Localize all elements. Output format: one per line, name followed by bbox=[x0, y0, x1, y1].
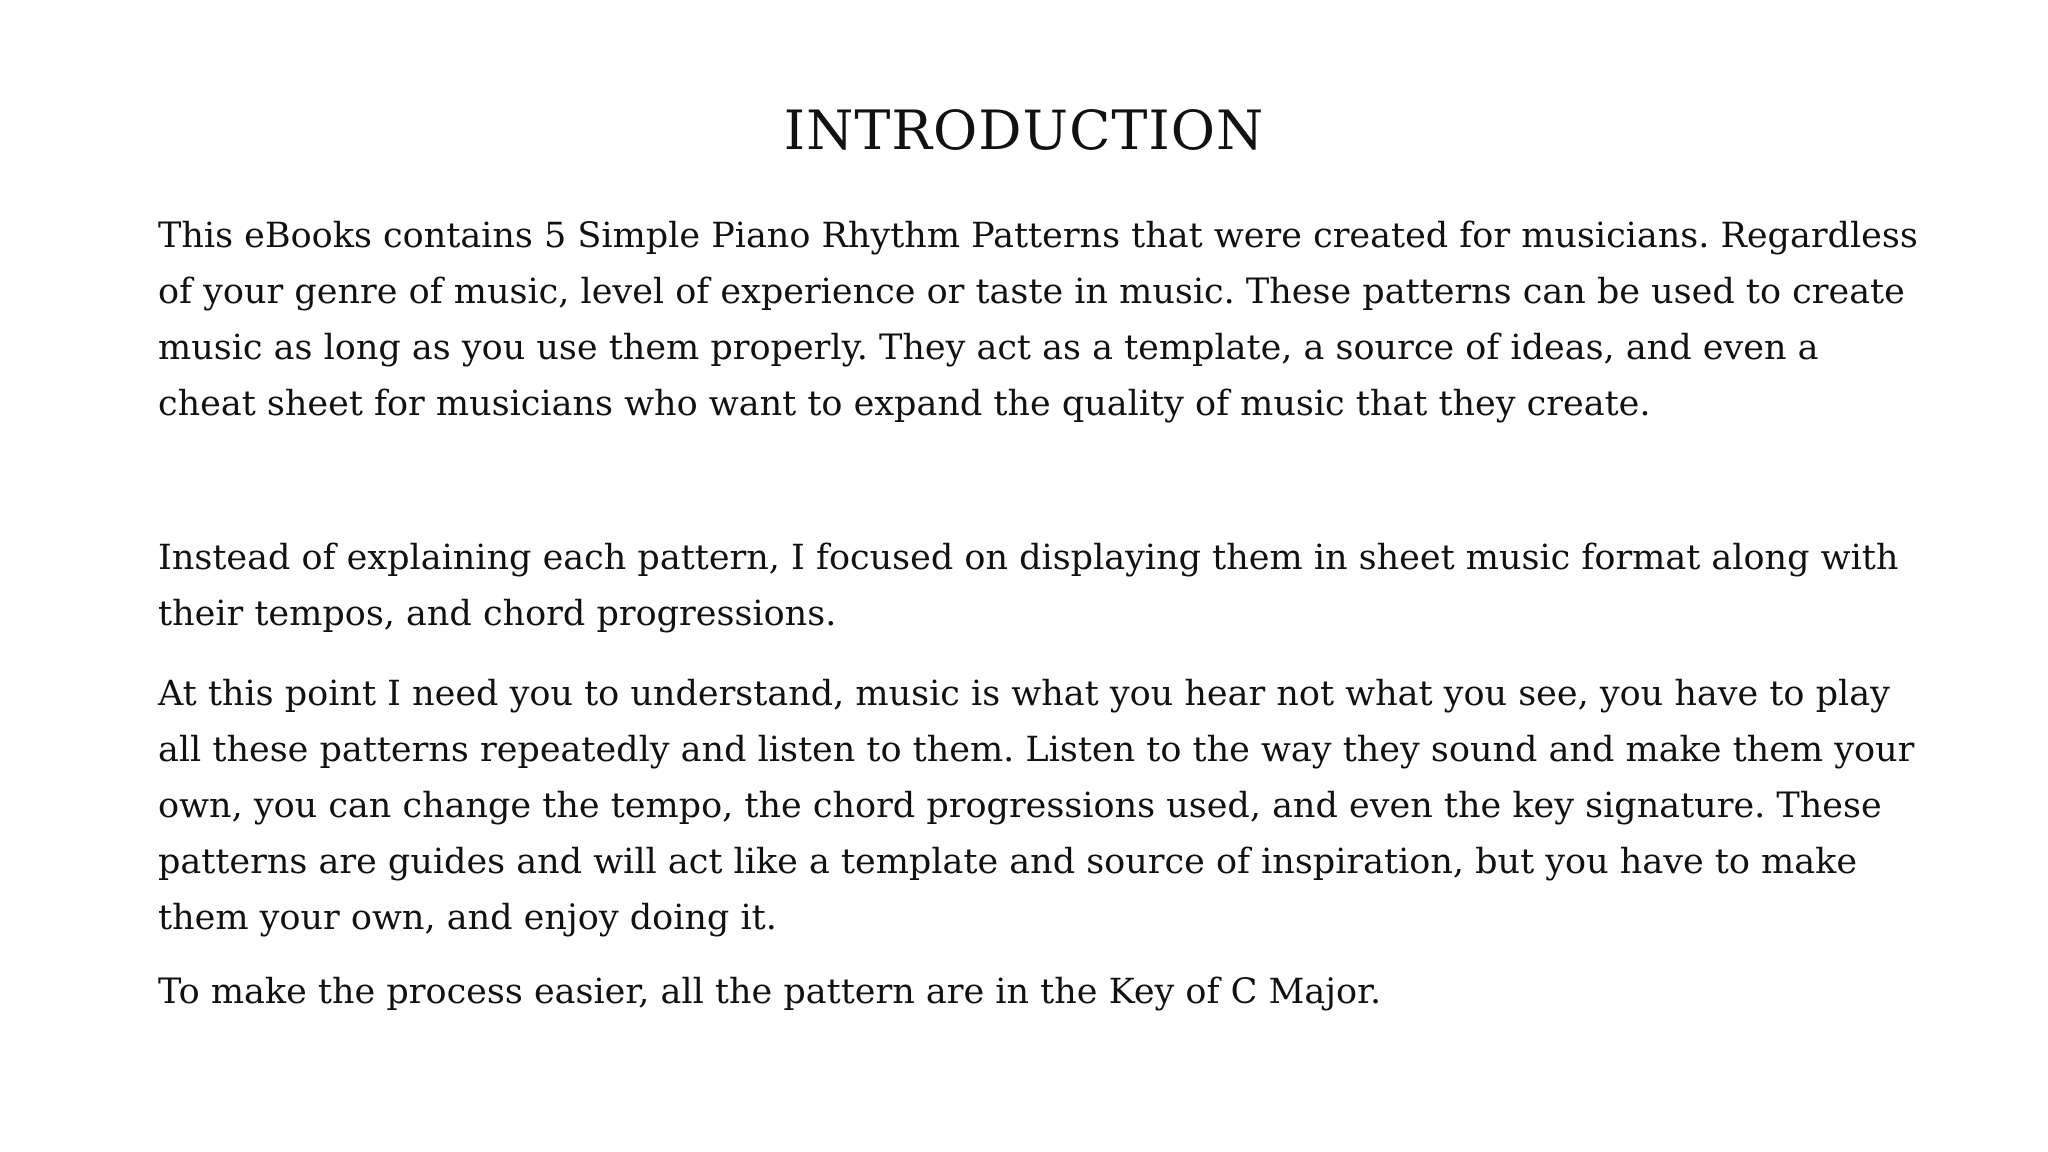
intro-paragraph-3: At this point I need you to understand, music is what you hear not what you see, you have to play all these patterns repeatedly and listen to them. Listen to the way they sound and make them your own, you can change the tempo, the chord progressions used, and even the key signature. These patterns are guides and will act like a template and source of inspiration, but you have to make them your own, and enjoy doing it. bbox=[158, 674, 1915, 938]
intro-paragraph-2: Instead of explaining each pattern, I focused on displaying them in sheet music format along with their tempos, and chord progressions. bbox=[158, 538, 1899, 634]
page-title: INTRODUCTION bbox=[783, 99, 1265, 162]
intro-paragraph-4: To make the process easier, all the pattern are in the Key of C Major. bbox=[158, 972, 1382, 1012]
intro-paragraph-1: This eBooks contains 5 Simple Piano Rhythm Patterns that were created for musicians. Regardless of your genre of music, level of experience or taste in music. These patterns can be used to create music as long as you use them properly. They act as a template, a source of ideas, and even a cheat sheet for musicians who want to expand the quality of music that they create. bbox=[158, 216, 1918, 424]
